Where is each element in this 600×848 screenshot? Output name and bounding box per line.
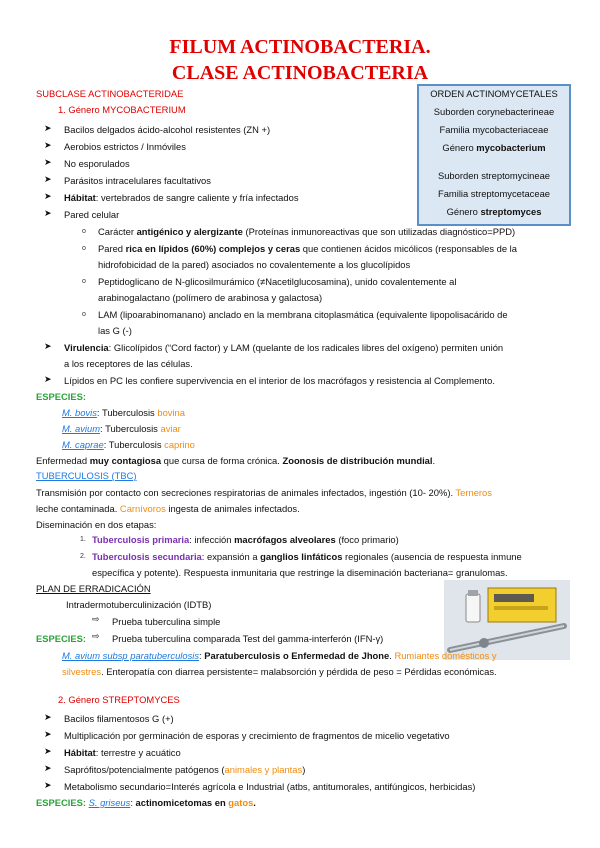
- page-title-line2: CLASE ACTINOBACTERIA: [171, 62, 429, 84]
- wall-item-4a: LAM (lipoarabinomanano) anclado en la membrana citoplasmática (equivalente lipopolisacárido de: [98, 309, 508, 320]
- syringe-box-icon: [444, 580, 570, 660]
- circle-bullet-icon: o: [82, 228, 86, 235]
- species-item-bovis: M. bovis: Tuberculosis bovina: [62, 407, 185, 418]
- circle-bullet-icon: o: [82, 278, 86, 285]
- virulence-line-2: a los receptores de las células.: [64, 358, 193, 369]
- myco-bullet-3: No esporulados: [64, 158, 130, 169]
- circle-bullet-icon: o: [82, 311, 86, 318]
- myco-bullet-2: Aerobios estrictos / Inmóviles: [64, 141, 186, 152]
- strep-bullet-2: Multiplicación por germinación de esporas y crecimiento de fragmentos de micelio vegetativo: [64, 730, 450, 741]
- species-item-avium: M. avium: Tuberculosis aviar: [62, 423, 181, 434]
- taxonomy-genus-2: Género streptomyces: [446, 206, 542, 217]
- arrow-bullet-icon: ➤: [44, 763, 52, 773]
- number-2-marker: 2.: [80, 553, 86, 560]
- taxonomy-suborder-1: Suborden corynebacterineae: [433, 106, 555, 117]
- myco-bullet-6: Pared celular: [64, 209, 120, 220]
- streptomyces-heading: 2. Género STREPTOMYCES: [58, 694, 180, 705]
- strep-bullet-5: Metabolismo secundario=Interés agrícola e Industrial (atbs, antitumorales, antifúngicos, herbicidas): [64, 781, 476, 792]
- strep-bullet-4: Saprófitos/potencialmente patógenos (animales y plantas): [64, 764, 306, 775]
- arrow-bullet-icon: ➤: [44, 208, 52, 218]
- plan-test-2: Prueba tuberculina comparada Test del gamma-interferón (IFN-γ): [112, 633, 384, 644]
- arrow-bullet-icon: ➤: [44, 174, 52, 184]
- arrow-bullet-icon: ➤: [44, 712, 52, 722]
- plan-idtb: Intradermotuberculinización (IDTB): [66, 599, 212, 610]
- subclass-heading: SUBCLASE ACTINOBACTERIDAE: [36, 88, 184, 99]
- wall-item-4b: las G (-): [98, 325, 132, 336]
- taxonomy-family-2: Familia streptomycetaceae: [437, 188, 551, 199]
- tbc-primary: Tuberculosis primaria: infección macrófagos alveolares (foco primario): [92, 534, 399, 545]
- plan-heading: PLAN DE ERRADICACIÓN: [36, 583, 151, 594]
- arrow-bullet-icon: ➤: [44, 374, 52, 384]
- plan-test-1: Prueba tuberculina simple: [112, 616, 221, 627]
- mycobacterium-heading: 1. Género MYCOBACTERIUM: [58, 104, 186, 115]
- tbc-dissemination: Diseminación en dos etapas:: [36, 519, 157, 530]
- myco-bullet-1: Bacilos delgados ácido-alcohol resistentes (ZN +): [64, 124, 271, 135]
- arrow-bullet-icon: ➤: [44, 746, 52, 756]
- myco-bullet-4: Parásitos intracelulares facultativos: [64, 175, 211, 186]
- arrow-right-icon: ⇨: [92, 614, 100, 624]
- tbc-secondary-2: específica y potente). Respuesta inmunitaria que restringe la diseminación bacteriana= granulomas.: [92, 567, 508, 578]
- paratb-line-2: silvestres. Enteropatía con diarrea persistente= malabsorción y pérdida de peso = Pérdidas económicas.: [62, 666, 497, 677]
- species-3-line: ESPECIES: S. griseus: actinomicetomas en gatos.: [36, 797, 256, 808]
- wall-item-2a: Pared rica en lípidos (60%) complejos y ceras que contienen ácidos micólicos (responsables de la: [98, 243, 517, 254]
- tbc-transmission-2: leche contaminada. Carnívoros ingesta de animales infectados.: [36, 503, 300, 514]
- myco-bullet-5: Hábitat: vertebrados de sangre caliente y fría infectados: [64, 192, 299, 203]
- arrow-bullet-icon: ➤: [44, 123, 52, 133]
- paratb-line-1: M. avium subsp paratuberculosis: Paratuberculosis o Enfermedad de Jhone. Rumiantes domésticos y: [62, 650, 497, 661]
- number-1-marker: 1.: [80, 536, 86, 543]
- enfermedad-line: Enfermedad muy contagiosa que cursa de forma crónica. Zoonosis de distribución mundial.: [36, 455, 436, 466]
- wall-item-3b: arabinogalactano (polímero de arabinosa y galactosa): [98, 292, 323, 303]
- circle-bullet-icon: o: [82, 245, 86, 252]
- arrow-bullet-icon: ➤: [44, 157, 52, 167]
- taxonomy-family-1: Familia mycobacteriaceae: [439, 124, 549, 135]
- arrow-bullet-icon: ➤: [44, 191, 52, 201]
- arrow-right-icon: ⇨: [92, 631, 100, 641]
- taxonomy-box: [417, 84, 571, 226]
- tbc-secondary-1: Tuberculosis secundaria: expansión a ganglios linfáticos regionales (ausencia de respuesta inmune: [92, 551, 522, 562]
- arrow-bullet-icon: ➤: [44, 341, 52, 351]
- page-title-line1: FILUM ACTINOBACTERIA.: [169, 36, 431, 58]
- strep-bullet-1: Bacilos filamentosos G (+): [64, 713, 174, 724]
- taxonomy-genus-1: Género mycobacterium: [442, 142, 546, 153]
- species-2-label: ESPECIES:: [36, 633, 87, 644]
- species-label: ESPECIES:: [36, 391, 87, 402]
- taxonomy-suborder-2: Suborden streptomycineae: [437, 170, 551, 181]
- wall-item-1: Carácter antigénico y alergizante (Proteínas inmunoreactivas que son utilizadas diagnóstico=PPD): [98, 226, 516, 237]
- virulence-line-1: Virulencia: Glicolípidos (“Cord factor) y LAM (quelante de los radicales libres del oxígeno) permiten unión: [64, 342, 504, 353]
- arrow-bullet-icon: ➤: [44, 729, 52, 739]
- tbc-transmission-1: Transmisión por contacto con secreciones respiratorias de animales infectados, ingestión (10- 20%). Terneros: [36, 487, 492, 498]
- taxonomy-order: ORDEN ACTINOMYCETALES: [430, 88, 558, 99]
- arrow-bullet-icon: ➤: [44, 780, 52, 790]
- tbc-heading: TUBERCULOSIS (TBC): [36, 470, 137, 481]
- lipids-line: Lípidos en PC les confiere supervivencia en el interior de los macrófagos y resistencia al Complemento.: [64, 375, 495, 386]
- strep-bullet-3: Hábitat: terrestre y acuático: [64, 747, 181, 758]
- arrow-bullet-icon: ➤: [44, 140, 52, 150]
- species-item-caprae: M. caprae: Tuberculosis caprino: [62, 439, 195, 450]
- wall-item-3a: Peptidoglicano de N-glicosilmurámico (≠Nacetilglucosamina), unido covalentemente al: [98, 276, 457, 287]
- wall-item-2b: hidrofobicidad de la pared) asociados no covalentemente a los glucolípidos: [98, 259, 411, 270]
- tuberculin-kit-image: [444, 580, 570, 660]
